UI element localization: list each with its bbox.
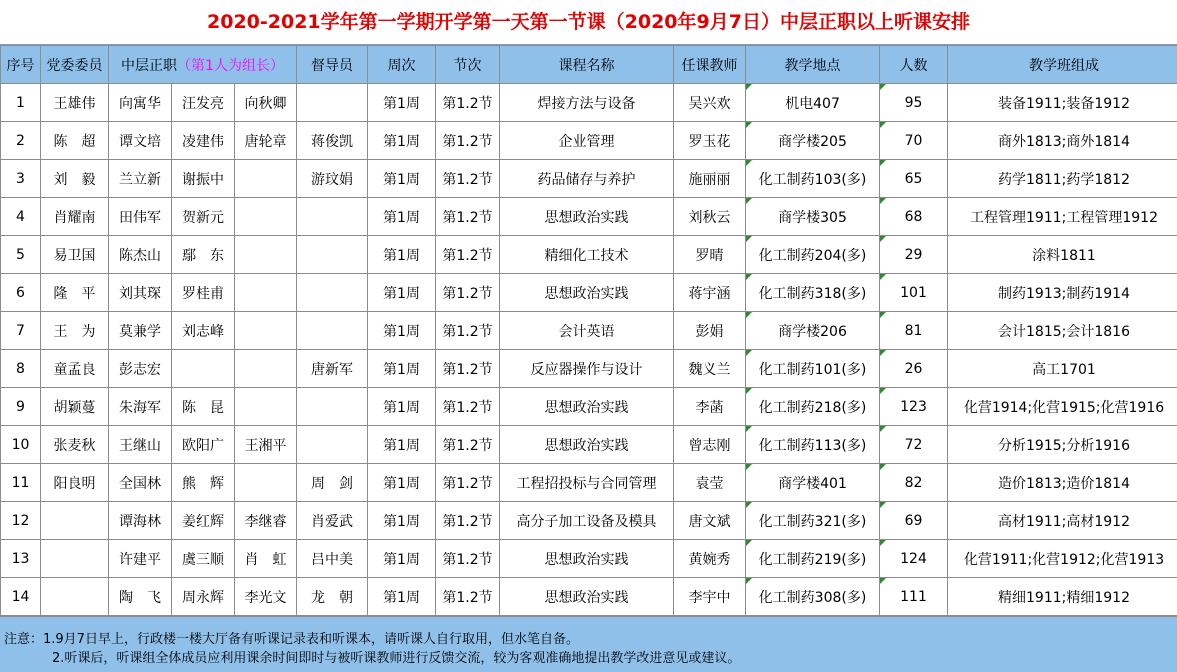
cell-count[interactable]: 29	[880, 236, 948, 274]
cell-mid-member[interactable]: 罗桂甫	[172, 274, 235, 312]
table-row	[1, 464, 1177, 502]
cell-course[interactable]: 思想政治实践	[500, 388, 674, 426]
cell-location[interactable]: 商学楼401	[746, 464, 880, 502]
header-no[interactable]: 序号	[1, 46, 41, 84]
cell-mid-member-2[interactable]	[235, 464, 297, 502]
header-party[interactable]: 党委委员	[41, 46, 109, 84]
cell-count[interactable]: 101	[880, 274, 948, 312]
cell-classes[interactable]: 会计1815;会计1816	[948, 312, 1177, 350]
cell-mid-member[interactable]: 刘志峰	[172, 312, 235, 350]
cell-course[interactable]: 高分子加工设备及模具	[500, 502, 674, 540]
cell-course[interactable]: 反应器操作与设计	[500, 350, 674, 388]
cell-period[interactable]: 第1.2节	[436, 160, 500, 198]
notes-footer	[0, 616, 1177, 672]
cell-classes[interactable]: 制药1913;制药1914	[948, 274, 1177, 312]
cell-count[interactable]: 26	[880, 350, 948, 388]
cell-mid-member[interactable]: 欧阳广	[172, 426, 235, 464]
cell-supervisor[interactable]	[297, 388, 368, 426]
cell-location[interactable]: 商学楼205	[746, 122, 880, 160]
cell-classes[interactable]: 涂料1811	[948, 236, 1177, 274]
cell-mid-member-2[interactable]	[235, 350, 297, 388]
cell-course[interactable]: 会计英语	[500, 312, 674, 350]
cell-no[interactable]: 12	[1, 502, 41, 540]
cell-course[interactable]: 思想政治实践	[500, 426, 674, 464]
cell-count[interactable]: 123	[880, 388, 948, 426]
cell-mid-member[interactable]: 虞三顺	[172, 540, 235, 578]
cell-count[interactable]: 124	[880, 540, 948, 578]
table-row	[1, 578, 1177, 616]
cell-teacher[interactable]: 罗晴	[674, 236, 746, 274]
cell-party-member[interactable]: 陈 超	[41, 122, 109, 160]
cell-classes[interactable]: 工程管理1911;工程管理1912	[948, 198, 1177, 236]
header-teacher[interactable]: 任课教师	[674, 46, 746, 84]
cell-week[interactable]: 第1周	[368, 578, 436, 616]
cell-period[interactable]: 第1.2节	[436, 236, 500, 274]
table-row	[1, 122, 1177, 160]
cell-location[interactable]: 化工制药318(多)	[746, 274, 880, 312]
cell-mid-member[interactable]: 贺新元	[172, 198, 235, 236]
cell-count[interactable]: 81	[880, 312, 948, 350]
table-row	[1, 274, 1177, 312]
page-title: 2020-2021学年第一学期开学第一天第一节课（2020年9月7日）中层正职以上听课安排	[0, 0, 1177, 45]
cell-no[interactable]: 11	[1, 464, 41, 502]
cell-location[interactable]: 化工制药103(多)	[746, 160, 880, 198]
cell-location[interactable]: 化工制药101(多)	[746, 350, 880, 388]
cell-week[interactable]: 第1周	[368, 540, 436, 578]
cell-mid-leader[interactable]: 王继山	[109, 426, 172, 464]
cell-count[interactable]: 65	[880, 160, 948, 198]
cell-mid-member-2[interactable]: 向秋卿	[235, 84, 297, 122]
cell-classes[interactable]: 商外1813;商外1814	[948, 122, 1177, 160]
cell-mid-member[interactable]: 周永辉	[172, 578, 235, 616]
cell-mid-member[interactable]	[172, 350, 235, 388]
cell-mid-leader[interactable]: 谭海林	[109, 502, 172, 540]
cell-teacher[interactable]: 李菡	[674, 388, 746, 426]
cell-party-member[interactable]: 张麦秋	[41, 426, 109, 464]
cell-period[interactable]: 第1.2节	[436, 388, 500, 426]
cell-supervisor[interactable]	[297, 198, 368, 236]
cell-supervisor[interactable]: 唐新军	[297, 350, 368, 388]
cell-no[interactable]: 8	[1, 350, 41, 388]
cell-mid-leader[interactable]: 兰立新	[109, 160, 172, 198]
cell-no[interactable]: 14	[1, 578, 41, 616]
cell-teacher[interactable]: 曾志刚	[674, 426, 746, 464]
cell-teacher[interactable]: 罗玉花	[674, 122, 746, 160]
header-row	[1, 46, 1177, 84]
table-row	[1, 312, 1177, 350]
cell-count[interactable]: 82	[880, 464, 948, 502]
cell-period[interactable]: 第1.2节	[436, 426, 500, 464]
cell-supervisor[interactable]: 游玟娟	[297, 160, 368, 198]
cell-teacher[interactable]: 蒋宇涵	[674, 274, 746, 312]
cell-mid-member[interactable]: 姜红辉	[172, 502, 235, 540]
cell-party-member[interactable]: 肖耀南	[41, 198, 109, 236]
cell-supervisor[interactable]	[297, 312, 368, 350]
cell-location[interactable]: 化工制药219(多)	[746, 540, 880, 578]
cell-no[interactable]: 10	[1, 426, 41, 464]
cell-mid-leader[interactable]: 陶 飞	[109, 578, 172, 616]
header-period[interactable]: 节次	[436, 46, 500, 84]
cell-location[interactable]: 化工制药204(多)	[746, 236, 880, 274]
cell-mid-leader[interactable]: 陈杰山	[109, 236, 172, 274]
cell-course[interactable]: 思想政治实践	[500, 578, 674, 616]
cell-location[interactable]: 化工制药218(多)	[746, 388, 880, 426]
cell-course[interactable]: 工程招投标与合同管理	[500, 464, 674, 502]
cell-no[interactable]: 4	[1, 198, 41, 236]
cell-mid-leader[interactable]: 许建平	[109, 540, 172, 578]
table-row	[1, 388, 1177, 426]
cell-no[interactable]: 7	[1, 312, 41, 350]
cell-supervisor[interactable]	[297, 84, 368, 122]
note-line-1[interactable]: 注意：1.9月7日早上，行政楼一楼大厅备有听课记录表和听课本，请听课人自行取用，但水笔自备。	[0, 630, 1177, 649]
cell-period[interactable]: 第1.2节	[436, 578, 500, 616]
cell-classes[interactable]: 精细1911;精细1912	[948, 578, 1177, 616]
cell-no[interactable]: 13	[1, 540, 41, 578]
cell-mid-member-2[interactable]	[235, 236, 297, 274]
cell-classes[interactable]: 化营1914;化营1915;化营1916	[948, 388, 1177, 426]
cell-course[interactable]: 思想政治实践	[500, 540, 674, 578]
cell-period[interactable]: 第1.2节	[436, 122, 500, 160]
cell-teacher[interactable]: 刘秋云	[674, 198, 746, 236]
cell-period[interactable]: 第1.2节	[436, 540, 500, 578]
table-body	[1, 84, 1177, 616]
cell-party-member[interactable]: 王雄伟	[41, 84, 109, 122]
table-row	[1, 350, 1177, 388]
cell-supervisor[interactable]: 龙 朝	[297, 578, 368, 616]
cell-week[interactable]: 第1周	[368, 160, 436, 198]
cell-week[interactable]: 第1周	[368, 502, 436, 540]
cell-mid-member-2[interactable]	[235, 388, 297, 426]
cell-teacher[interactable]: 魏义兰	[674, 350, 746, 388]
cell-course[interactable]: 思想政治实践	[500, 274, 674, 312]
cell-week[interactable]: 第1周	[368, 312, 436, 350]
cell-party-member[interactable]: 王 为	[41, 312, 109, 350]
header-course[interactable]: 课程名称	[500, 46, 674, 84]
header-count[interactable]: 人数	[880, 46, 948, 84]
table-row	[1, 84, 1177, 122]
header-week[interactable]: 周次	[368, 46, 436, 84]
cell-location[interactable]: 化工制药113(多)	[746, 426, 880, 464]
cell-period[interactable]: 第1.2节	[436, 502, 500, 540]
cell-week[interactable]: 第1周	[368, 350, 436, 388]
cell-week[interactable]: 第1周	[368, 122, 436, 160]
cell-week[interactable]: 第1周	[368, 198, 436, 236]
cell-location[interactable]: 化工制药321(多)	[746, 502, 880, 540]
cell-course[interactable]: 思想政治实践	[500, 198, 674, 236]
cell-mid-member-2[interactable]	[235, 312, 297, 350]
cell-mid-member[interactable]: 凌建伟	[172, 122, 235, 160]
cell-party-member[interactable]: 隆 平	[41, 274, 109, 312]
cell-mid-member-2[interactable]: 王湘平	[235, 426, 297, 464]
cell-count[interactable]: 111	[880, 578, 948, 616]
cell-mid-leader[interactable]: 莫兼学	[109, 312, 172, 350]
header-supervisor[interactable]: 督导员	[297, 46, 368, 84]
cell-week[interactable]: 第1周	[368, 84, 436, 122]
cell-location[interactable]: 机电407	[746, 84, 880, 122]
cell-period[interactable]: 第1.2节	[436, 84, 500, 122]
cell-teacher[interactable]: 李宇中	[674, 578, 746, 616]
cell-mid-member-2[interactable]	[235, 198, 297, 236]
cell-week[interactable]: 第1周	[368, 388, 436, 426]
cell-mid-member[interactable]: 熊 辉	[172, 464, 235, 502]
cell-mid-member-2[interactable]: 唐轮章	[235, 122, 297, 160]
cell-party-member[interactable]: 刘 毅	[41, 160, 109, 198]
table-row	[1, 502, 1177, 540]
cell-teacher[interactable]: 袁莹	[674, 464, 746, 502]
cell-supervisor[interactable]	[297, 426, 368, 464]
cell-supervisor[interactable]: 蒋俊凯	[297, 122, 368, 160]
cell-no[interactable]: 6	[1, 274, 41, 312]
table-row	[1, 160, 1177, 198]
cell-week[interactable]: 第1周	[368, 464, 436, 502]
cell-count[interactable]: 69	[880, 502, 948, 540]
cell-count[interactable]: 95	[880, 84, 948, 122]
cell-location[interactable]: 商学楼206	[746, 312, 880, 350]
cell-period[interactable]: 第1.2节	[436, 274, 500, 312]
table-row	[1, 198, 1177, 236]
cell-classes[interactable]: 分析1915;分析1916	[948, 426, 1177, 464]
cell-course[interactable]: 精细化工技术	[500, 236, 674, 274]
schedule-table	[0, 45, 1177, 616]
cell-supervisor[interactable]: 肖爱武	[297, 502, 368, 540]
cell-supervisor[interactable]: 吕中美	[297, 540, 368, 578]
cell-course[interactable]: 焊接方法与设备	[500, 84, 674, 122]
cell-count[interactable]: 72	[880, 426, 948, 464]
cell-mid-leader[interactable]: 田伟军	[109, 198, 172, 236]
cell-period[interactable]: 第1.2节	[436, 350, 500, 388]
cell-classes[interactable]: 装备1911;装备1912	[948, 84, 1177, 122]
cell-party-member[interactable]: 易卫国	[41, 236, 109, 274]
cell-week[interactable]: 第1周	[368, 274, 436, 312]
cell-teacher[interactable]: 唐文斌	[674, 502, 746, 540]
cell-supervisor[interactable]: 周 剑	[297, 464, 368, 502]
cell-party-member[interactable]: 童孟良	[41, 350, 109, 388]
cell-mid-member[interactable]: 汪发亮	[172, 84, 235, 122]
cell-mid-member[interactable]: 陈 昆	[172, 388, 235, 426]
header-mid-note: （第1人为组长）	[177, 58, 284, 74]
cell-period[interactable]: 第1.2节	[436, 464, 500, 502]
cell-location[interactable]: 商学楼305	[746, 198, 880, 236]
cell-mid-leader[interactable]: 刘其琛	[109, 274, 172, 312]
cell-mid-member[interactable]: 鄢 东	[172, 236, 235, 274]
cell-supervisor[interactable]	[297, 274, 368, 312]
cell-teacher[interactable]: 彭娟	[674, 312, 746, 350]
cell-period[interactable]: 第1.2节	[436, 198, 500, 236]
cell-mid-member-2[interactable]: 肖 虹	[235, 540, 297, 578]
cell-mid-leader[interactable]: 全国林	[109, 464, 172, 502]
cell-mid-member-2[interactable]	[235, 160, 297, 198]
cell-mid-member-2[interactable]: 李光文	[235, 578, 297, 616]
cell-classes[interactable]: 药学1811;药学1812	[948, 160, 1177, 198]
cell-mid-leader[interactable]: 向寓华	[109, 84, 172, 122]
cell-supervisor[interactable]	[297, 236, 368, 274]
cell-party-member[interactable]: 胡颖蔓	[41, 388, 109, 426]
cell-count[interactable]: 68	[880, 198, 948, 236]
cell-teacher[interactable]: 吴兴欢	[674, 84, 746, 122]
cell-party-member[interactable]: 阳良明	[41, 464, 109, 502]
note-line-2[interactable]: 2.听课后，听课组全体成员应利用课余时间即时与被听课教师进行反馈交流，较为客观准确地提出教学改进意见或建议。	[0, 649, 1177, 668]
cell-mid-member-2[interactable]: 李继睿	[235, 502, 297, 540]
cell-party-member[interactable]	[41, 502, 109, 540]
cell-course[interactable]: 药品储存与养护	[500, 160, 674, 198]
cell-teacher[interactable]: 施丽丽	[674, 160, 746, 198]
cell-mid-member[interactable]: 谢振中	[172, 160, 235, 198]
cell-week[interactable]: 第1周	[368, 236, 436, 274]
cell-party-member[interactable]	[41, 540, 109, 578]
cell-teacher[interactable]: 黄婉秀	[674, 540, 746, 578]
cell-period[interactable]: 第1.2节	[436, 312, 500, 350]
cell-party-member[interactable]	[41, 578, 109, 616]
header-classes[interactable]: 教学班组成	[948, 46, 1177, 84]
cell-count[interactable]: 70	[880, 122, 948, 160]
cell-classes[interactable]: 高材1911;高材1912	[948, 502, 1177, 540]
cell-no[interactable]: 1	[1, 84, 41, 122]
cell-classes[interactable]: 造价1813;造价1814	[948, 464, 1177, 502]
cell-course[interactable]: 企业管理	[500, 122, 674, 160]
table-row	[1, 426, 1177, 464]
cell-week[interactable]: 第1周	[368, 426, 436, 464]
cell-no[interactable]: 9	[1, 388, 41, 426]
header-location[interactable]: 教学地点	[746, 46, 880, 84]
cell-location[interactable]: 化工制药308(多)	[746, 578, 880, 616]
cell-mid-leader[interactable]: 谭文培	[109, 122, 172, 160]
cell-mid-member-2[interactable]	[235, 274, 297, 312]
header-mid-label: 中层正职	[121, 58, 177, 74]
cell-classes[interactable]: 高工1701	[948, 350, 1177, 388]
cell-no[interactable]: 2	[1, 122, 41, 160]
cell-mid-leader[interactable]: 朱海军	[109, 388, 172, 426]
cell-mid-leader[interactable]: 彭志宏	[109, 350, 172, 388]
table-row	[1, 540, 1177, 578]
cell-no[interactable]: 5	[1, 236, 41, 274]
header-mid[interactable]	[109, 46, 297, 84]
cell-classes[interactable]: 化营1911;化营1912;化营1913	[948, 540, 1177, 578]
cell-no[interactable]: 3	[1, 160, 41, 198]
table-row	[1, 236, 1177, 274]
